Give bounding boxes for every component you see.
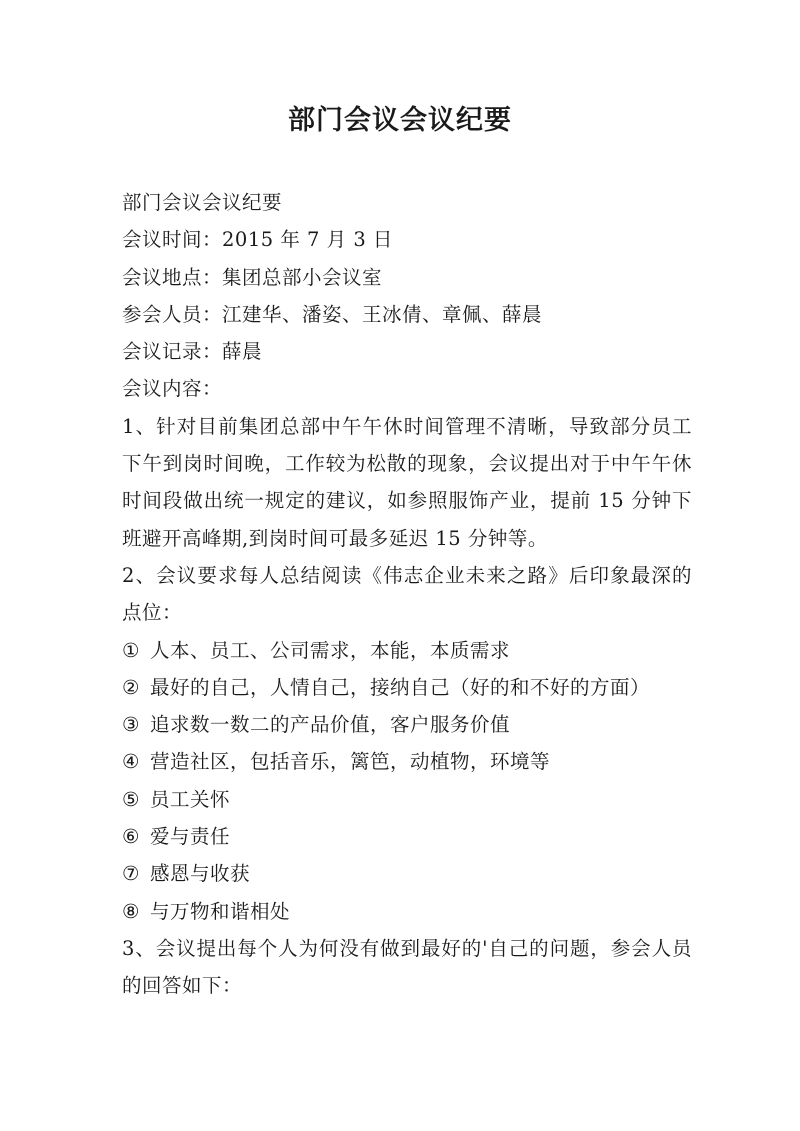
document-title: 部门会议会议纪要 bbox=[288, 105, 512, 136]
list-item-text: 人本、员工、公司需求，本能，本质需求 bbox=[149, 638, 510, 662]
list-item bbox=[122, 818, 692, 855]
list-item-text: 爱与责任 bbox=[149, 825, 230, 849]
meeting-content-label: 会议内容： bbox=[122, 377, 223, 401]
list-item-number: ② bbox=[122, 675, 140, 699]
meeting-location-line: 会议地点：集团总部小会议室 bbox=[122, 265, 383, 289]
list-item-text: 与万物和谐相处 bbox=[149, 899, 290, 923]
list-item bbox=[122, 893, 692, 930]
list-item-text: 追求数一数二的产品价值，客户服务价值 bbox=[149, 713, 510, 737]
recorder-line: 会议记录：薛晨 bbox=[122, 340, 263, 364]
list-item bbox=[122, 855, 692, 892]
document-body bbox=[122, 184, 692, 1005]
list-item-number: ① bbox=[122, 638, 140, 662]
list-item-number: ③ bbox=[122, 713, 140, 737]
list-item bbox=[122, 781, 692, 818]
list-item-text: 员工关怀 bbox=[149, 787, 230, 811]
meeting-time-line: 会议时间：2015 年 7 月 3 日 bbox=[122, 228, 393, 252]
attendees-line: 参会人员：江建华、潘姿、王冰倩、章佩、薛晨 bbox=[122, 302, 543, 326]
list-item bbox=[122, 706, 692, 743]
list-item-number: ⑦ bbox=[122, 862, 140, 886]
list-item bbox=[122, 632, 692, 669]
paragraph-2: 2、会议要求每人总结阅读《伟志企业未来之路》后印象最深的点位： bbox=[122, 563, 692, 625]
points-list bbox=[122, 632, 692, 930]
list-item bbox=[122, 669, 692, 706]
list-item-text: 最好的自己，人情自己，接纳自己（好的和不好的方面） bbox=[149, 675, 650, 699]
list-item-number: ④ bbox=[122, 750, 140, 774]
paragraph-3: 3、会议提出每个人为何没有做到最好的'自己的问题，参会人员的回答如下： bbox=[122, 936, 692, 998]
paragraph-1: 1、针对目前集团总部中午午休时间管理不清晰，导致部分员工下午到岗时间晚，工作较为松散的现象，会议提出对于中午午休时间段做出统一规定的建议，如参照服饰产业，提前 15 分钟下班避开高峰期,到岗时间可最多延迟 15 分钟等。 bbox=[122, 414, 692, 550]
list-item bbox=[122, 743, 692, 780]
body-title-line: 部门会议会议纪要 bbox=[122, 191, 283, 214]
list-item-number: ⑧ bbox=[122, 899, 140, 923]
list-item-number: ⑤ bbox=[122, 787, 140, 811]
list-item-number: ⑥ bbox=[122, 825, 140, 849]
list-item-text: 感恩与收获 bbox=[149, 862, 250, 886]
list-item-text: 营造社区，包括音乐，篱笆，动植物，环境等 bbox=[149, 750, 550, 774]
